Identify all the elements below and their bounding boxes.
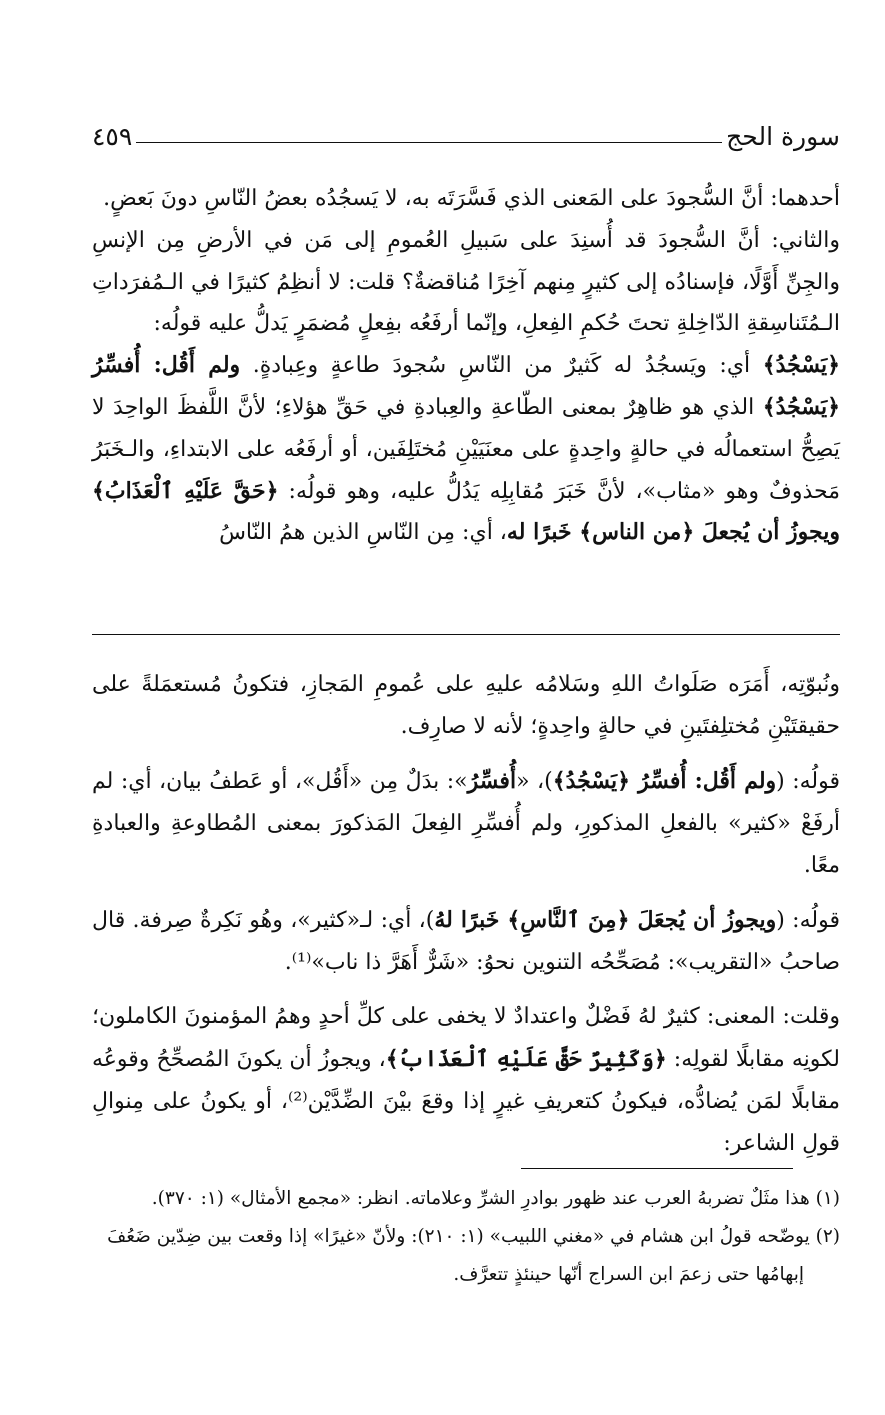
bold-lemma: أُفسِّرُ: [467, 768, 517, 794]
commentary-paragraph-1: ونُبوّتِه، أَمَرَه صَلَواتُ اللهِ وسَلامُه عليهِ على عُمومِ المَجازِ، فتكونُ مُستعمَلةً على حقيقتَيْنِ مُختلِفتَينِ في حالةٍ واحِدةٍ؛ لأنه لا صارِف.: [92, 672, 840, 739]
bold-lemma: ويجوزُ أن يُجعلَ: [694, 519, 840, 546]
running-header: [92, 112, 840, 152]
surah-title: سورة الحج: [726, 122, 840, 151]
commentary-text: [92, 664, 840, 1177]
header-rule: [136, 142, 722, 143]
footnotes: [92, 1180, 840, 1294]
text-run: )، أي: لـ«كثير»، وهُو نَكِرةٌ صِرفة. قال صاحبُ «التقريب»: مُصَحِّحُه التنوين نحوُ: «شَرٌّ أَهَرَّ ذا ناب»⁽¹⁾.: [92, 908, 840, 975]
main-paragraph-3: [92, 345, 840, 554]
text-run: »: بدَلٌ مِن «أَقُل»، أو عَطفُ بيان، أي: لم أرفَعْ «كثير» بالفعلِ المذكورِ، ولم أُفسِّرِ الفِعلَ المَذكورَ بمعنى المُطاوعةِ والعبادةِ معًا.: [92, 769, 840, 878]
quran-quote: ﴿حَقَّ عَلَيْهِ ٱلْعَذَابُ﴾: [92, 477, 279, 504]
text-run: قولُه: (: [776, 769, 841, 794]
commentary-paragraph-2: [92, 760, 840, 887]
text-run: وقلت: المعنى: كثيرٌ لهُ فَضْلٌ واعتدادٌ لا يخفى على كلِّ أحدٍ وهمُ المؤمنونَ الكاملون؛ لكونِه مقابلًا لقولِه:: [92, 1004, 840, 1072]
footnote-2: (٢) يوضّحه قولُ ابن هشام في «مغني اللبيب» (١: ٢١٠): ولأنّ «غيرًا» إذا وقعت بين ضِدّين ضَعُفَ: [107, 1226, 840, 1247]
text-run: ، أي: مِن النّاسِ الذين همُ النّاسُ: [219, 520, 507, 546]
main-text: [92, 178, 840, 554]
commentary-paragraph-3: [92, 899, 840, 984]
bold-lemma: ولم أَقُل: أُفسِّرُ: [92, 352, 241, 379]
quran-quote: ﴿من الناس﴾: [579, 519, 695, 546]
bold-lemma: خَبرًا له: [506, 519, 580, 546]
quran-quote: ﴿يَسْجُدُ﴾: [762, 352, 840, 379]
section-divider: [92, 634, 840, 635]
text-run: الذي هو ظاهِرٌ بمعنى الطّاعةِ والعِبادةِ في حَقِّ هؤلاءِ؛ لأنَّ اللَّفظَ الواحِدَ لا يَصِحُّ استعمالُه في حالةٍ واحِدةٍ على معنَيَيْنِ مُختَلِفَين، أو أرفَعُه على الابتداءِ، والـخَبَرُ مَحذوفٌ وهو «مثاب»، لأنَّ خَبَرَ مُقابِلِه يَدُلُّ عليه، وهو قولُه:: [92, 394, 841, 504]
text-run: أي: ويَسجُدُ له كَثيرٌ من النّاسِ سُجودَ طاعةٍ وعِبادةٍ.: [240, 353, 763, 379]
footnote-rule: [521, 1168, 793, 1169]
bold-lemma: ولم أَقُل: أُفسِّرُ ﴿يَسْجُدُ﴾: [552, 768, 777, 794]
text-run: قولُه: (: [776, 908, 840, 933]
quran-quote: ﴿يَسْجُدُ﴾: [762, 393, 840, 420]
commentary-paragraph-4: [92, 996, 840, 1165]
main-paragraph-2: والثاني: أنَّ السُّجودَ قد أُسنِدَ على سَبيلِ العُمومِ إلى مَن في الأرضِ مِن الإنسِ والجِنِّ أَوَّلًا، فإسنادُه إلى كثيرٍ مِنهم آخِرًا مُناقضةٌ؟ قلت: لا أنظِمُ كثيرًا في الـمُفرَداتِ الـمُتَناسِقةِ الدّاخِلةِ تحتَ حُكمِ الفِعلِ، وإنّما أرفَعُه بفِعلٍ مُضمَرٍ يَدلُّ عليه قولُه:: [92, 227, 840, 337]
text-run: ، ويجوزُ أن يكونَ المُصحِّحُ وقوعُه مقابلًا لمَن يُضادُّه، فيكونُ كتعريفِ غيرٍ إذا وقعَ بيْنَ الضِّدَّيْن⁽²⁾، أو يكونُ على مِنوالِ قولِ الشاعر:: [92, 1047, 841, 1156]
main-paragraph-1: أحدهما: أنَّ السُّجودَ على المَعنى الذي فَسَّرَتَه به، لا يَسجُدُه بعضُ النّاسِ دونَ بَعضٍ.: [103, 186, 840, 211]
quran-quote: ﴿وَكَثِيرٌ حَقَّ عَلَيْهِ ٱلْعَذَابُ﴾: [385, 1046, 667, 1072]
text-run: )، «: [516, 769, 553, 794]
footnote-2-continuation: إبهامُها حتى زعمَ ابن السراج أنّها حينئذٍ تتعرَّف.: [453, 1264, 804, 1285]
page-number: ٤٥٩: [92, 122, 133, 151]
bold-lemma: ويجوزُ أن يُجعَلَ ﴿مِنَ ٱلنَّاسِ﴾ خَبرًا لهُ: [434, 907, 777, 933]
footnote-1: (١) هذا مثَلٌ تضربهُ العرب عند ظهور بوادرِ الشرِّ وعلاماته. انظر: «مجمع الأمثال» (١: ٣٧٠).: [151, 1188, 840, 1209]
